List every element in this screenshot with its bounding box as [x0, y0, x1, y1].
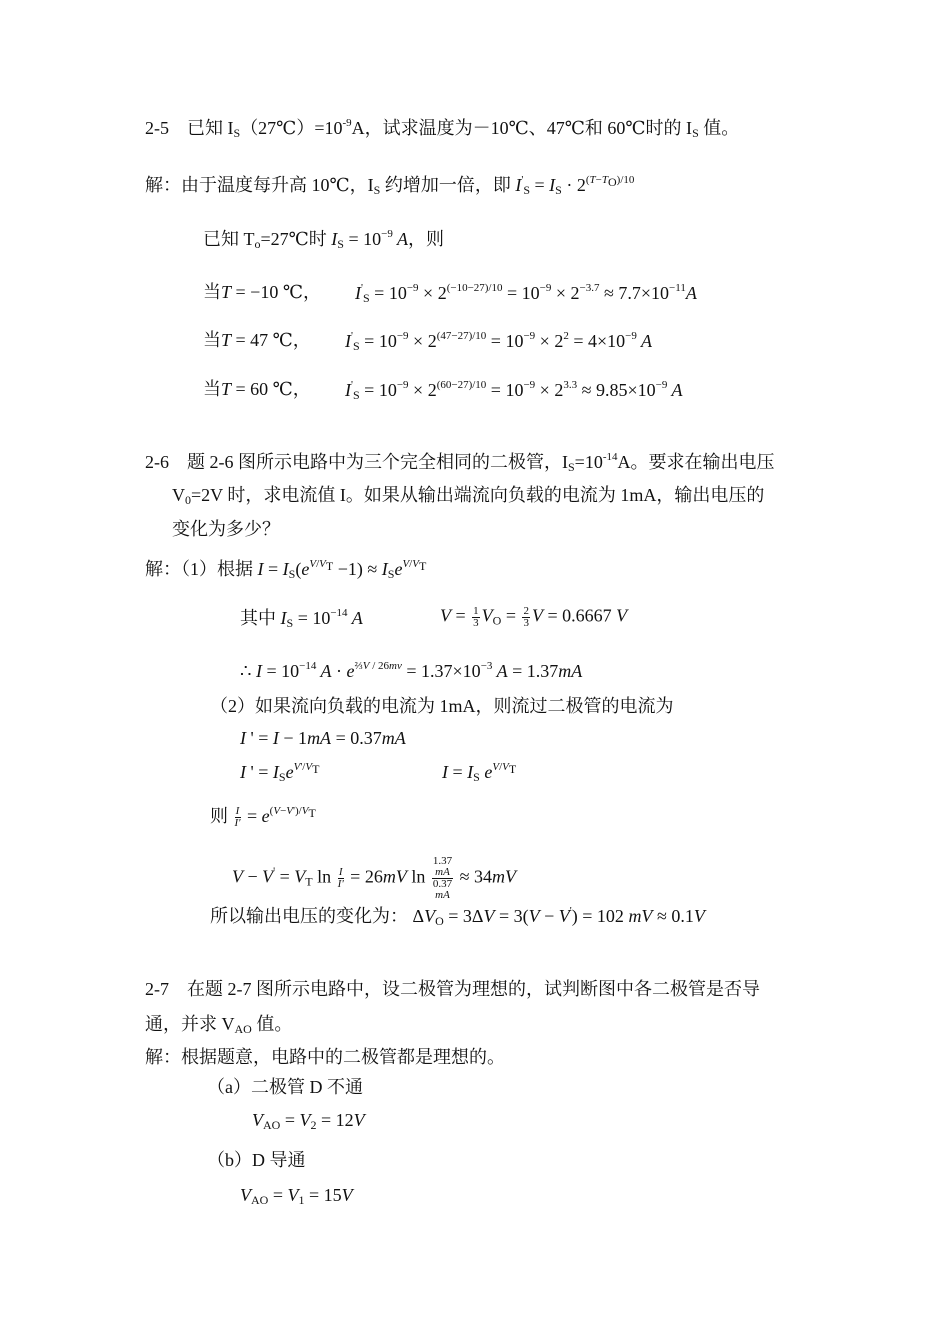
problem-2-6-solution-1: 解：（1）根据 $I = I_S(e^{V/V_T} -1) \approx I_Se^{V/V_T}$: [145, 558, 427, 581]
problem-2-6-question-line-2: $V_0=2V$ 时，求电流值 I。如果从输出端流向负载的电流为 1mA，输出电压的: [172, 485, 765, 507]
problem-2-6-part-2: （2）如果流向负载的电流为 1mA，则流过二极管的电流为: [210, 696, 674, 716]
problem-2-6-voltage-diff: $V - V' = V_T$ ln $\frac{I}{I'}$ = 26mV ln 1.37 mA 0.37 mA ≈ 34mV: [232, 855, 516, 901]
problem-2-6-i-prime-exp: I ' = $I_Se^{V'/V_T}$: [240, 761, 320, 784]
problem-2-7-case-a-expr: $V_{AO} = V_2 = 12V$: [252, 1110, 365, 1132]
problem-2-5-cond-2: 当T = 47 ℃，: [203, 330, 311, 350]
problem-2-7-case-b-expr: $V_{AO} = V_1 = 15V$: [240, 1185, 353, 1207]
problem-2-5-cond-1: 当T = −10 ℃，: [203, 282, 321, 302]
problem-2-6-current-result: ∴ $I = 10^{-14}$ $A \cdot e^{\frac{2}{3}V / 26mv} = 1.37\times 10^{-3}$ A = 1.37mA: [240, 660, 583, 681]
problem-2-6-output-change: 所以输出电压的变化为： $\Delta V_O = 3\Delta V = 3(V - V') = 102$ mV ≈ 0.1V: [210, 905, 705, 928]
problem-2-5-expr-3: $I'_S = 10^{-9} \times 2^{(60-27)/10} = 10^{-9} \times 2^{3.3} \approx 9.85\times 10^{-9}$ A: [345, 379, 683, 402]
problem-2-5-known: 已知 $T_o=27℃$时 $I_S = 10^{-9}$ A，则: [203, 228, 445, 251]
problem-2-7-case-a: （a）二极管 D 不通: [207, 1077, 363, 1097]
problem-2-5-expr-2: $I'_S = 10^{-9} \times 2^{(47-27)/10} = 10^{-9} \times 2^2 = 4\times 10^{-9}$ A: [345, 330, 653, 353]
problem-2-5-cond-3: 当T = 60 ℃，: [203, 379, 311, 399]
problem-2-6-i-exp: $I = I_S$ $e^{V/V_T}$: [442, 761, 517, 784]
problem-2-6-question-line-3: 变化为多少？: [172, 519, 280, 539]
problem-2-6-i-prime: I ' = I − 1mA = 0.37mA: [240, 728, 406, 748]
problem-2-7-solution: 解：根据题意，电路中的二极管都是理想的。: [145, 1047, 505, 1067]
problem-2-6-ratio: 则 $\frac{I}{I'}$ = $e^{(V-V')/V_T}$: [210, 805, 316, 830]
problem-2-7-case-b: （b）D 导通: [207, 1150, 306, 1170]
problem-2-5-expr-1: $I'_S = 10^{-9} \times 2^{(-10-27)/10} = 10^{-9} \times 2^{-3.7} \approx 7.7\times 10^{-11}A$: [355, 282, 697, 305]
problem-2-6-question-line-1: 2-6 题 2-6 图所示电路中为三个完全相同的二极管，$I_S=10^{-14}A$。要求在输出电压: [145, 451, 775, 474]
problem-2-5-question: 2-5 已知 $I_S(27℃)=10^{-9}A$，试求温度为－10℃、47℃和 60℃时的 $I_S$ 值。: [145, 117, 740, 140]
problem-2-7-question-line-2: 通，并求 $V_{AO}$ 值。: [145, 1014, 293, 1036]
problem-2-5-solution-intro: 解：由于温度每升高 10℃，$I_S$ 约增加一倍，即 $I'_S = I_S \cdot 2^{(T-T_O)/10}$: [145, 174, 635, 197]
problem-2-7-question-line-1: 2-7 在题 2-7 图所示电路中，设二极管为理想的，试判断图中各二极管是否导: [145, 979, 760, 999]
problem-2-6-v-value: V = $\frac{1}{3}$ $V_O$ = $\frac{2}{3}$ V = 0.6667 V: [440, 605, 628, 629]
problem-2-6-is-value: 其中 $I_S = 10^{-14}$ A: [240, 607, 363, 630]
